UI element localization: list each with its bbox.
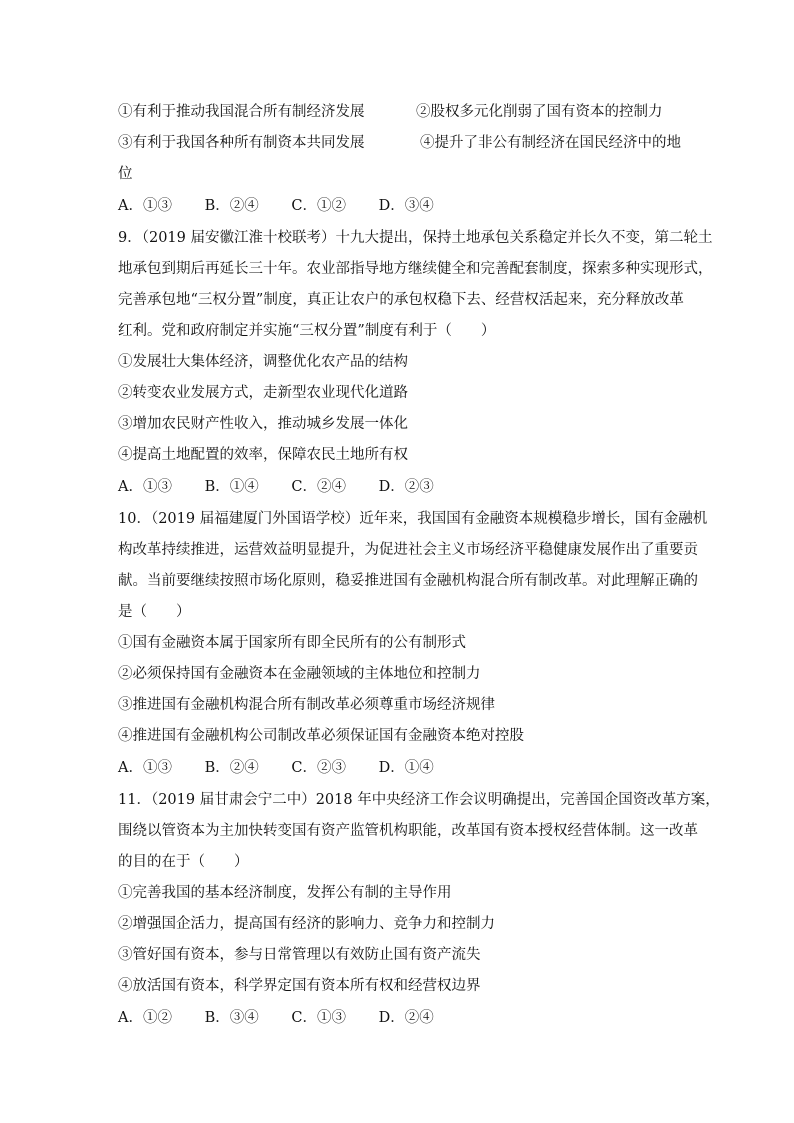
answer-c: C．②③	[291, 760, 346, 776]
question-11-answer-choices	[118, 1008, 462, 1028]
question-9-stem-line: 9．（2019 届安徽江淮十校联考）十九大提出，保持土地承包关系稳定并长久不变，第二轮土	[118, 230, 713, 246]
answer-d: D．①④	[378, 760, 434, 776]
answer-c: C．②④	[291, 479, 346, 495]
question-10-option-3: ③推进国有金融机构混合所有制改革必须尊重市场经济规律	[118, 697, 495, 713]
option-4-continued: 位	[118, 166, 133, 182]
question-11-option-1: ①完善我国的基本经济制度，发挥公有制的主导作用	[118, 885, 452, 901]
answer-a: A．①③	[118, 479, 172, 495]
question-9-answer-choices	[118, 477, 462, 497]
option-3: ③有利于我国各种所有制资本共同发展	[118, 135, 365, 151]
answer-choices	[118, 196, 462, 216]
question-10-stem-line: 献。当前要继续按照市场化原则，稳妥推进国有金融机构混合所有制改革。对此理解正确的	[118, 573, 698, 589]
option-4: ④提升了非公有制经济在国民经济中的地	[420, 135, 681, 151]
question-10-option-2: ②必须保持国有金融资本在金融领域的主体地位和控制力	[118, 666, 481, 682]
answer-b: B．①④	[204, 479, 259, 495]
question-11-stem-line: 的目的在于（ ）	[118, 854, 249, 870]
question-9-stem-line: 红利。党和政府制定并实施“三权分置”制度有利于（ ）	[118, 323, 496, 339]
answer-b: B．②④	[204, 198, 259, 214]
question-11-option-3: ③管好国有资本，参与日常管理以有效防止国有资产流失	[118, 947, 481, 963]
answer-c: C．①②	[291, 198, 346, 214]
question-9-option-1: ①发展壮大集体经济，调整优化农产品的结构	[118, 354, 408, 370]
option-2: ②股权多元化削弱了国有资本的控制力	[416, 104, 663, 120]
question-10-answer-choices	[118, 758, 462, 778]
option-1: ①有利于推动我国混合所有制经济发展	[118, 104, 365, 120]
answer-a: A．①②	[118, 1010, 172, 1026]
answer-a: A．①③	[118, 198, 172, 214]
answer-d: D．②④	[378, 1010, 434, 1026]
question-9-stem-line: 地承包到期后再延长三十年。农业部指导地方继续健全和完善配套制度，探索多种实现形式，	[118, 261, 713, 277]
question-9-stem-line: 完善承包地“三权分置”制度，真正让农户的承包权稳下去、经营权活起来，充分释放改革	[118, 292, 684, 308]
question-10-stem-line: 10．（2019 届福建厦门外国语学校）近年来，我国国有金融资本规模稳步增长，国有金融机	[118, 511, 708, 527]
question-11-stem-line: 围绕以管资本为主加快转变国有资产监管机构职能，改革国有资本授权经营体制。这一改革	[118, 823, 698, 839]
answer-d: D．③④	[378, 198, 434, 214]
question-9-option-3: ③增加农民财产性收入，推动城乡发展一体化	[118, 416, 408, 432]
question-10-option-1: ①国有金融资本属于国家所有即全民所有的公有制形式	[118, 635, 466, 651]
answer-b: B．③④	[204, 1010, 259, 1026]
question-9-option-4: ④提高土地配置的效率，保障农民土地所有权	[118, 447, 408, 463]
option-row	[118, 133, 681, 153]
answer-a: A．①③	[118, 760, 172, 776]
question-10-stem-line: 构改革持续推进，运营效益明显提升，为促进社会主义市场经济平稳健康发展作出了重要贡	[118, 542, 698, 558]
answer-b: B．②④	[204, 760, 259, 776]
question-9-option-2: ②转变农业发展方式，走新型农业现代化道路	[118, 385, 408, 401]
question-11-stem-line: 11．（2019 届甘肃会宁二中）2018 年中央经济工作会议明确提出，完善国企国资改革方案，	[118, 792, 720, 808]
question-11-option-2: ②增强国企活力，提高国有经济的影响力、竞争力和控制力	[118, 916, 495, 932]
option-row	[118, 102, 678, 122]
answer-c: C．①③	[291, 1010, 346, 1026]
question-10-stem-line: 是（ ）	[118, 604, 191, 620]
answer-d: D．②③	[378, 479, 434, 495]
question-10-option-4: ④推进国有金融机构公司制改革必须保证国有金融资本绝对控股	[118, 728, 524, 744]
question-11-option-4: ④放活国有资本，科学界定国有资本所有权和经营权边界	[118, 978, 481, 994]
